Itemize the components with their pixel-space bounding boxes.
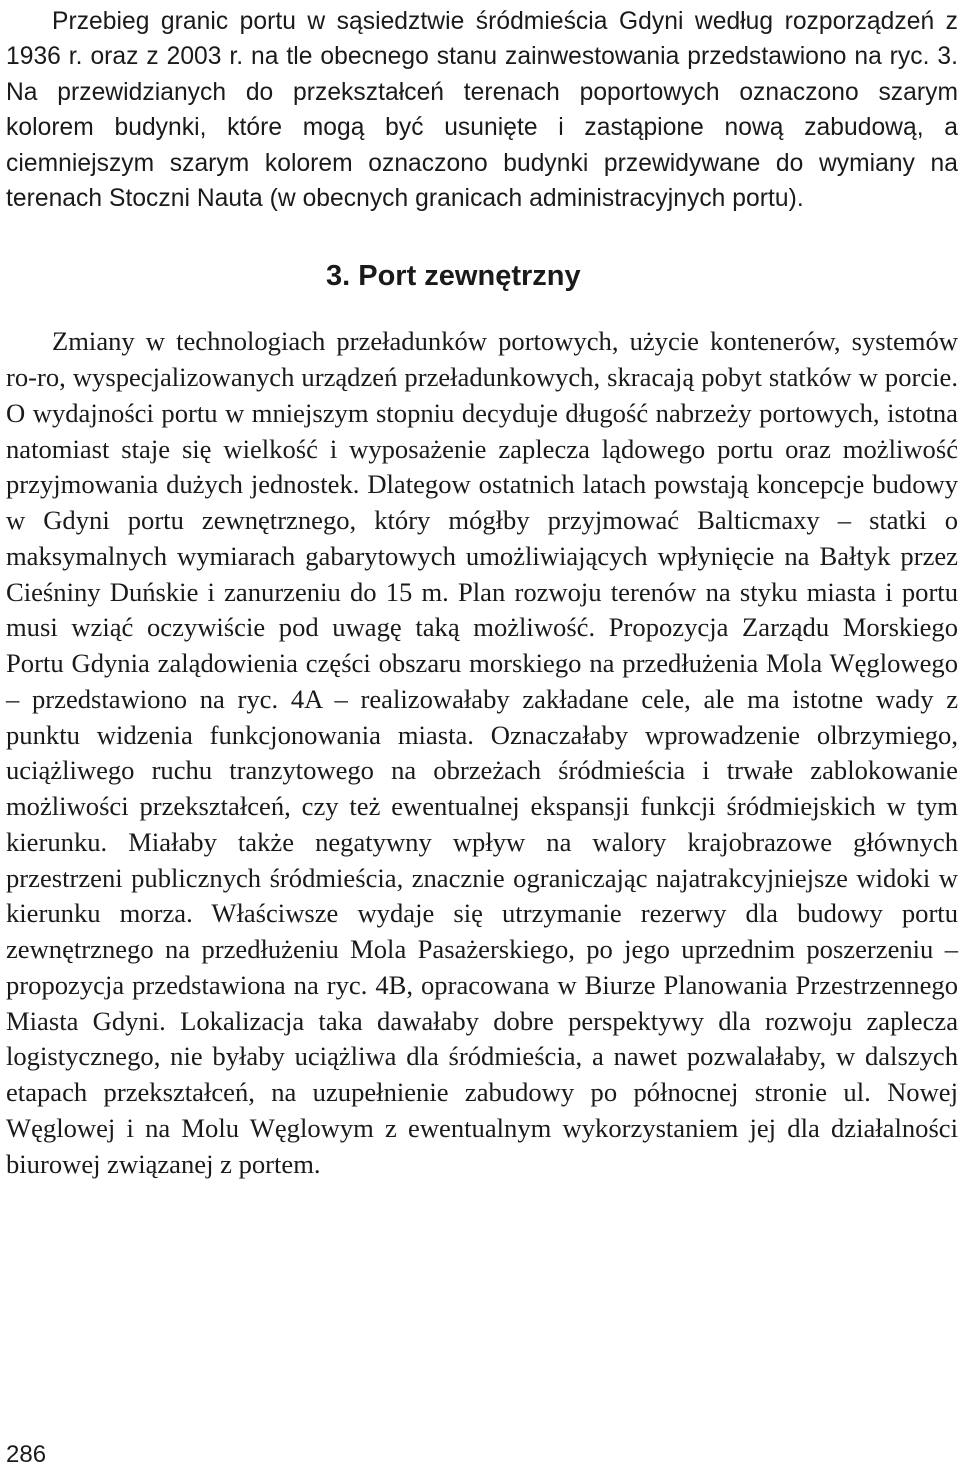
page-number: 286: [6, 1441, 47, 1468]
document-page: [6, 0, 958, 1182]
paragraph-outer-port: Zmiany w technologiach przeładunków portowych, użycie kontenerów, systemów ro-ro, wyspecjalizowanych urządzeń przeładunkowych, skracają pobyt statków w porcie. O wydajności portu w mniejszym stopniu decyduje długość nabrzeży portowych, istotna natomiast staje się wielkość i wyposażenie zaplecza lądowego portu oraz możliwość przyjmowania dużych jednostek. Dlategow ostatnich latach powstają koncepcje budowy w Gdyni portu zewnętrznego, który mógłby przyjmować Balticmaxy – statki o maksymalnych wymiarach gabarytowych umożliwiających wpłynięcie na Bałtyk przez Cieśniny Duńskie i zanurzeniu do 15 m. Plan rozwoju terenów na styku miasta i portu musi wziąć oczywiście pod uwagę taką możliwość. Propozycja Zarządu Morskiego Portu Gdynia zalądowienia części obszaru morskiego na przedłużenia Mola Węglowego – przedstawiono na ryc. 4A – realizowałaby zakładane cele, ale ma istotne wady z punktu widzenia funkcjonowania miasta. Oznaczałaby wprowadzenie olbrzymiego, uciążliwego ruchu tranzytowego na obrzeżach śródmieścia i trwałe zablokowanie możliwości przekształceń, czy też ewentualnej ekspansji funkcji śródmiejskich w tym kierunku. Miałaby także negatywny wpływ na walory krajobrazowe głównych przestrzeni publicznych śródmieścia, znacznie ograniczając najatrakcyjniejsze widoki w kierunku morza. Właściwsze wydaje się utrzymanie rezerwy dla budowy portu zewnętrznego na przedłużeniu Mola Pasażerskiego, po jego uprzednim poszerzeniu – propozycja przedstawiona na ryc. 4B, opracowana w Biurze Planowania Przestrzennego Miasta Gdyni. Lokalizacja taka dawałaby dobre perspektywy dla rozwoju zaplecza logistycznego, nie byłaby uciążliwa dla śródmieścia, a nawet pozwalałaby, w dalszych etapach przekształceń, na uzupełnienie zabudowy po północnej stronie ul. Nowej Węglowej i na Molu Węglowym z ewentualnym wykorzystaniem jej dla działalności biurowej związanej z portem.: [6, 326, 958, 1179]
paragraph-port-boundaries: Przebieg granic portu w sąsiedztwie śródmieścia Gdyni według rozporządzeń z 1936 r. oraz z 2003 r. na tle obecnego stanu zainwestowania przedstawiono na ryc. 3. Na przewidzianych do przekształceń terenach poportowych oznaczono szarym kolorem budynki, które mogą być usunięte i zastąpione nową zabudową, a ciemniejszym szarym kolorem oznaczono budynki przewidywane do wymiany na terenach Stoczni Nauta (w obecnych granicach administracyjnych portu).: [6, 8, 958, 213]
section-heading: 3. Port zewnętrzny: [326, 260, 581, 293]
